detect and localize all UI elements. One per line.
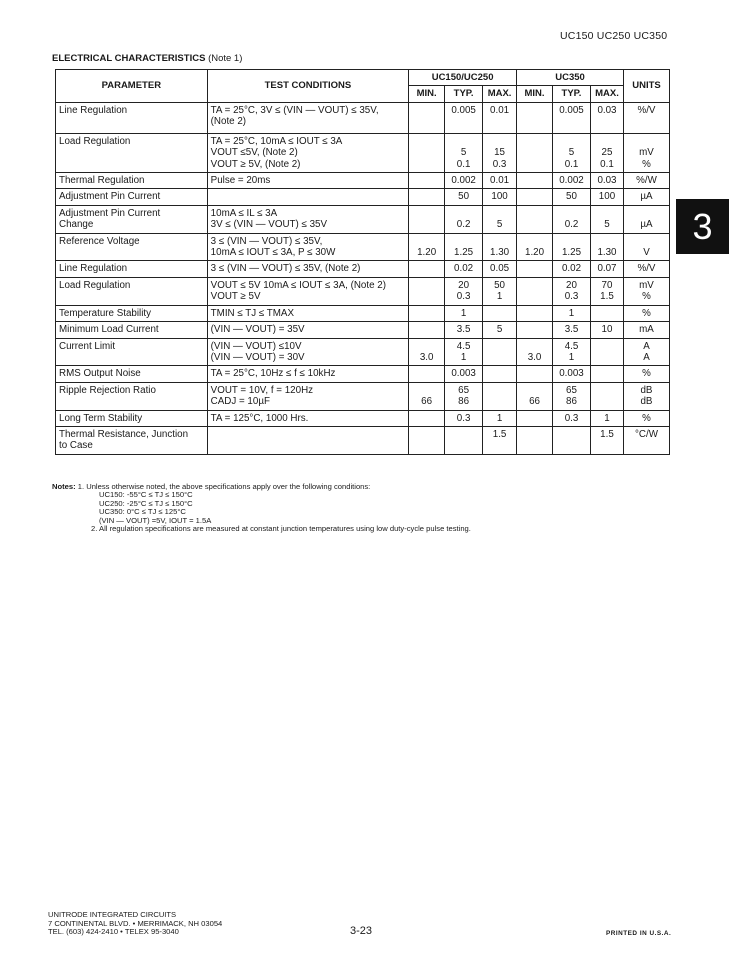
cell-max2: 1.5 (590, 426, 623, 454)
cell-test-conditions (207, 133, 408, 172)
table-row (56, 189, 670, 205)
cell-typ1: 0.002 (445, 173, 483, 189)
cell-min2 (517, 173, 553, 189)
header-typ: TYP. (553, 86, 591, 102)
cell-max1: 100 (483, 189, 517, 205)
cell-min1 (409, 173, 445, 189)
cell-typ2: 5 0.1 (553, 133, 591, 172)
table-row (56, 233, 670, 261)
table-row (56, 322, 670, 338)
condition-line: VOUT ≥ 5V, (Note 2) (210, 158, 301, 170)
cell-test-conditions (207, 322, 408, 338)
cell-test-conditions (207, 382, 408, 410)
cell-max2: 0.03 (590, 173, 623, 189)
condition-line: VOUT = 10V, f = 120Hz (210, 384, 314, 396)
condition-line: TA = 25°C, 10mA ≤ IOUT ≤ 3A (210, 135, 343, 147)
cell-min1 (409, 102, 445, 133)
table-row (56, 426, 670, 454)
notes (52, 483, 471, 533)
table-row (56, 382, 670, 410)
cell-min2 (517, 410, 553, 426)
cell-max2: 100 (590, 189, 623, 205)
cell-typ1: 0.02 (445, 261, 483, 277)
cell-max2: 10 (590, 322, 623, 338)
footer-company: UNITRODE INTEGRATED CIRCUITS (48, 910, 177, 919)
cell-test-conditions (207, 338, 408, 366)
cell-typ2: 3.5 (553, 322, 591, 338)
section-title (52, 53, 242, 64)
cell-max1 (483, 366, 517, 382)
cell-min1 (409, 189, 445, 205)
cell-max2 (590, 338, 623, 366)
cell-units: %/V (623, 261, 669, 277)
cell-min1 (409, 261, 445, 277)
part-numbers-header: UC150 UC250 UC350 (560, 30, 668, 42)
cell-typ1: 0.003 (445, 366, 483, 382)
cell-units: % (623, 410, 669, 426)
cell-typ2: 0.3 (553, 410, 591, 426)
header-group-uc150-uc250: UC150/UC250 (409, 70, 517, 86)
cell-parameter: Current Limit (56, 338, 208, 366)
cell-max1 (483, 305, 517, 321)
cell-min1 (409, 366, 445, 382)
table-row (56, 366, 670, 382)
cell-max2: 1 (590, 410, 623, 426)
cell-parameter: Line Regulation (56, 261, 208, 277)
table-row (56, 261, 670, 277)
cell-typ2: 0.005 (553, 102, 591, 133)
cell-parameter: Reference Voltage (56, 233, 208, 261)
cell-test-conditions (207, 410, 408, 426)
header-units: UNITS (623, 70, 669, 103)
cell-typ1 (445, 426, 483, 454)
cell-typ2: 0.002 (553, 173, 591, 189)
header-min: MIN. (517, 86, 553, 102)
cell-units: mV % (623, 277, 669, 305)
condition-line: VOUT ≤ 5V 10mA ≤ IOUT ≤ 3A, (Note 2) (210, 279, 386, 291)
header-max: MAX. (483, 86, 517, 102)
cell-units: µA (623, 189, 669, 205)
cell-test-conditions (207, 261, 408, 277)
cell-min1 (409, 133, 445, 172)
cell-max1: 5 (483, 205, 517, 233)
cell-max1: 0.01 (483, 102, 517, 133)
condition-line: 10mA ≤ IOUT ≤ 3A, P ≤ 30W (210, 247, 336, 259)
table-row (56, 305, 670, 321)
cell-min2 (517, 205, 553, 233)
cell-units: µA (623, 205, 669, 233)
cell-max1 (483, 338, 517, 366)
cell-typ2: 4.5 1 (553, 338, 591, 366)
table-row (56, 102, 670, 133)
cell-typ2: 0.02 (553, 261, 591, 277)
cell-test-conditions (207, 366, 408, 382)
cell-max1: 50 1 (483, 277, 517, 305)
cell-max1: 5 (483, 322, 517, 338)
cell-units: % (623, 366, 669, 382)
cell-min1 (409, 426, 445, 454)
cell-max2: 1.30 (590, 233, 623, 261)
table-body (56, 102, 670, 454)
cell-max2 (590, 382, 623, 410)
cell-max2: 5 (590, 205, 623, 233)
cell-parameter: Ripple Rejection Ratio (56, 382, 208, 410)
table-row (56, 205, 670, 233)
electrical-characteristics-table (55, 69, 670, 455)
cell-min2: 1.20 (517, 233, 553, 261)
cell-parameter: Adjustment Pin Current Change (56, 205, 208, 233)
cell-test-conditions (207, 189, 408, 205)
header-max: MAX. (590, 86, 623, 102)
header-group-uc350: UC350 (517, 70, 624, 86)
condition-line: 3 ≤ (VIN — VOUT) ≤ 35V, (210, 235, 323, 247)
table-row (56, 410, 670, 426)
cell-test-conditions (207, 277, 408, 305)
cell-typ1: 0.3 (445, 410, 483, 426)
cell-max1 (483, 382, 517, 410)
table-row (56, 277, 670, 305)
section-tab: 3 (676, 199, 729, 254)
cell-parameter: RMS Output Noise (56, 366, 208, 382)
cell-test-conditions (207, 305, 408, 321)
table-row (56, 133, 670, 172)
condition-line: (VIN — VOUT) ≤10V (210, 340, 302, 352)
note-1-condition-uc350: UC350: 0°C ≤ TJ ≤ 125°C (99, 507, 186, 517)
condition-line: TA = 25°C, 10Hz ≤ f ≤ 10kHz (210, 368, 336, 380)
cell-typ1: 4.5 1 (445, 338, 483, 366)
condition-line: Pulse = 20ms (210, 175, 271, 187)
cell-test-conditions (207, 233, 408, 261)
cell-units: %/W (623, 173, 669, 189)
note-2: 2. All regulation specifications are measured at constant junction temperatures using low duty-cycle pulse testing. (91, 524, 471, 534)
cell-min1 (409, 322, 445, 338)
header-min: MIN. (409, 86, 445, 102)
cell-min2 (517, 189, 553, 205)
cell-units: mA (623, 322, 669, 338)
cell-min2 (517, 277, 553, 305)
table-row (56, 338, 670, 366)
cell-typ1: 1.25 (445, 233, 483, 261)
cell-min1: 1.20 (409, 233, 445, 261)
cell-typ2: 65 86 (553, 382, 591, 410)
cell-max2 (590, 366, 623, 382)
cell-units: %/V (623, 102, 669, 133)
cell-typ2 (553, 426, 591, 454)
cell-units: V (623, 233, 669, 261)
cell-typ1: 65 86 (445, 382, 483, 410)
cell-typ1: 20 0.3 (445, 277, 483, 305)
cell-typ1: 50 (445, 189, 483, 205)
cell-parameter: Load Regulation (56, 277, 208, 305)
page-number: 3-23 (350, 925, 373, 937)
condition-line: 3V ≤ (VIN — VOUT) ≤ 35V (210, 219, 328, 231)
cell-parameter: Minimum Load Current (56, 322, 208, 338)
notes-label: Notes: (52, 482, 76, 491)
header-typ: TYP. (445, 86, 483, 102)
cell-units: dB dB (623, 382, 669, 410)
condition-line: (Note 2) (210, 116, 247, 128)
condition-line: 10mA ≤ IL ≤ 3A (210, 207, 278, 219)
condition-line: CADJ = 10µF (210, 396, 270, 408)
printed-in-usa: PRINTED IN U.S.A. (606, 930, 672, 937)
condition-line: (VIN — VOUT) = 35V (210, 324, 305, 336)
cell-parameter: Line Regulation (56, 102, 208, 133)
footer-address-block (48, 911, 222, 937)
cell-typ1: 5 0.1 (445, 133, 483, 172)
cell-min2 (517, 102, 553, 133)
cell-min1: 3.0 (409, 338, 445, 366)
cell-min2: 3.0 (517, 338, 553, 366)
cell-min1 (409, 205, 445, 233)
cell-typ2: 1 (553, 305, 591, 321)
cell-test-conditions (207, 102, 408, 133)
cell-test-conditions (207, 205, 408, 233)
cell-max1: 0.01 (483, 173, 517, 189)
cell-typ1: 0.2 (445, 205, 483, 233)
cell-min1 (409, 410, 445, 426)
cell-min1: 66 (409, 382, 445, 410)
cell-units: % (623, 305, 669, 321)
cell-min2 (517, 366, 553, 382)
condition-line: TA = 125°C, 1000 Hrs. (210, 412, 309, 424)
cell-max1: 1.30 (483, 233, 517, 261)
cell-min1 (409, 305, 445, 321)
cell-max2: 0.03 (590, 102, 623, 133)
cell-test-conditions (207, 173, 408, 189)
cell-min2 (517, 322, 553, 338)
cell-parameter: Long Term Stability (56, 410, 208, 426)
note-1-condition-vin-vout: (VIN — VOUT) =5V, IOUT = 1.5A (99, 515, 212, 525)
cell-max2: 70 1.5 (590, 277, 623, 305)
cell-parameter: Adjustment Pin Current (56, 189, 208, 205)
cell-typ2: 0.2 (553, 205, 591, 233)
cell-max2: 0.07 (590, 261, 623, 277)
cell-typ2: 0.003 (553, 366, 591, 382)
note-1: 1. Unless otherwise noted, the above specifications apply over the following conditions: (77, 482, 371, 491)
header-test-conditions: TEST CONDITIONS (207, 70, 408, 103)
cell-min2 (517, 305, 553, 321)
cell-max1: 1 (483, 410, 517, 426)
cell-typ1: 0.005 (445, 102, 483, 133)
cell-typ2: 1.25 (553, 233, 591, 261)
cell-typ2: 20 0.3 (553, 277, 591, 305)
cell-min2 (517, 426, 553, 454)
section-title-bold: ELECTRICAL CHARACTERISTICS (52, 53, 206, 64)
section-title-note: (Note 1) (208, 53, 243, 64)
cell-units: mV % (623, 133, 669, 172)
condition-line: VOUT ≤5V, (Note 2) (210, 147, 298, 159)
cell-typ1: 3.5 (445, 322, 483, 338)
cell-typ1: 1 (445, 305, 483, 321)
cell-test-conditions (207, 426, 408, 454)
condition-line: TA = 25°C, 3V ≤ (VIN — VOUT) ≤ 35V, (210, 104, 379, 116)
cell-max2: 25 0.1 (590, 133, 623, 172)
cell-max1: 1.5 (483, 426, 517, 454)
note-1-condition-uc150: UC150: -55°C ≤ TJ ≤ 150°C (99, 490, 193, 500)
cell-max2 (590, 305, 623, 321)
condition-line: TMIN ≤ TJ ≤ TMAX (210, 307, 294, 319)
cell-units: A A (623, 338, 669, 366)
note-1-condition-uc250: UC250: -25°C ≤ TJ ≤ 150°C (99, 498, 193, 508)
condition-line: 3 ≤ (VIN — VOUT) ≤ 35V, (Note 2) (210, 263, 361, 275)
footer-phone: TEL. (603) 424-2410 • TELEX 95-3040 (48, 927, 179, 937)
header-parameter: PARAMETER (56, 70, 208, 103)
cell-parameter: Temperature Stability (56, 305, 208, 321)
condition-line: (VIN — VOUT) = 30V (210, 351, 305, 363)
table-row (56, 173, 670, 189)
cell-min2 (517, 261, 553, 277)
cell-typ2: 50 (553, 189, 591, 205)
cell-parameter: Load Regulation (56, 133, 208, 172)
footer-address: 7 CONTINENTAL BLVD. • MERRIMACK, NH 03054 (48, 918, 223, 928)
cell-parameter: Thermal Regulation (56, 173, 208, 189)
cell-units: °C/W (623, 426, 669, 454)
cell-min2 (517, 133, 553, 172)
cell-max1: 15 0.3 (483, 133, 517, 172)
condition-line: VOUT ≥ 5V (210, 291, 261, 303)
cell-max1: 0.05 (483, 261, 517, 277)
cell-min2: 66 (517, 382, 553, 410)
cell-parameter: Thermal Resistance, Junction to Case (56, 426, 208, 454)
cell-min1 (409, 277, 445, 305)
